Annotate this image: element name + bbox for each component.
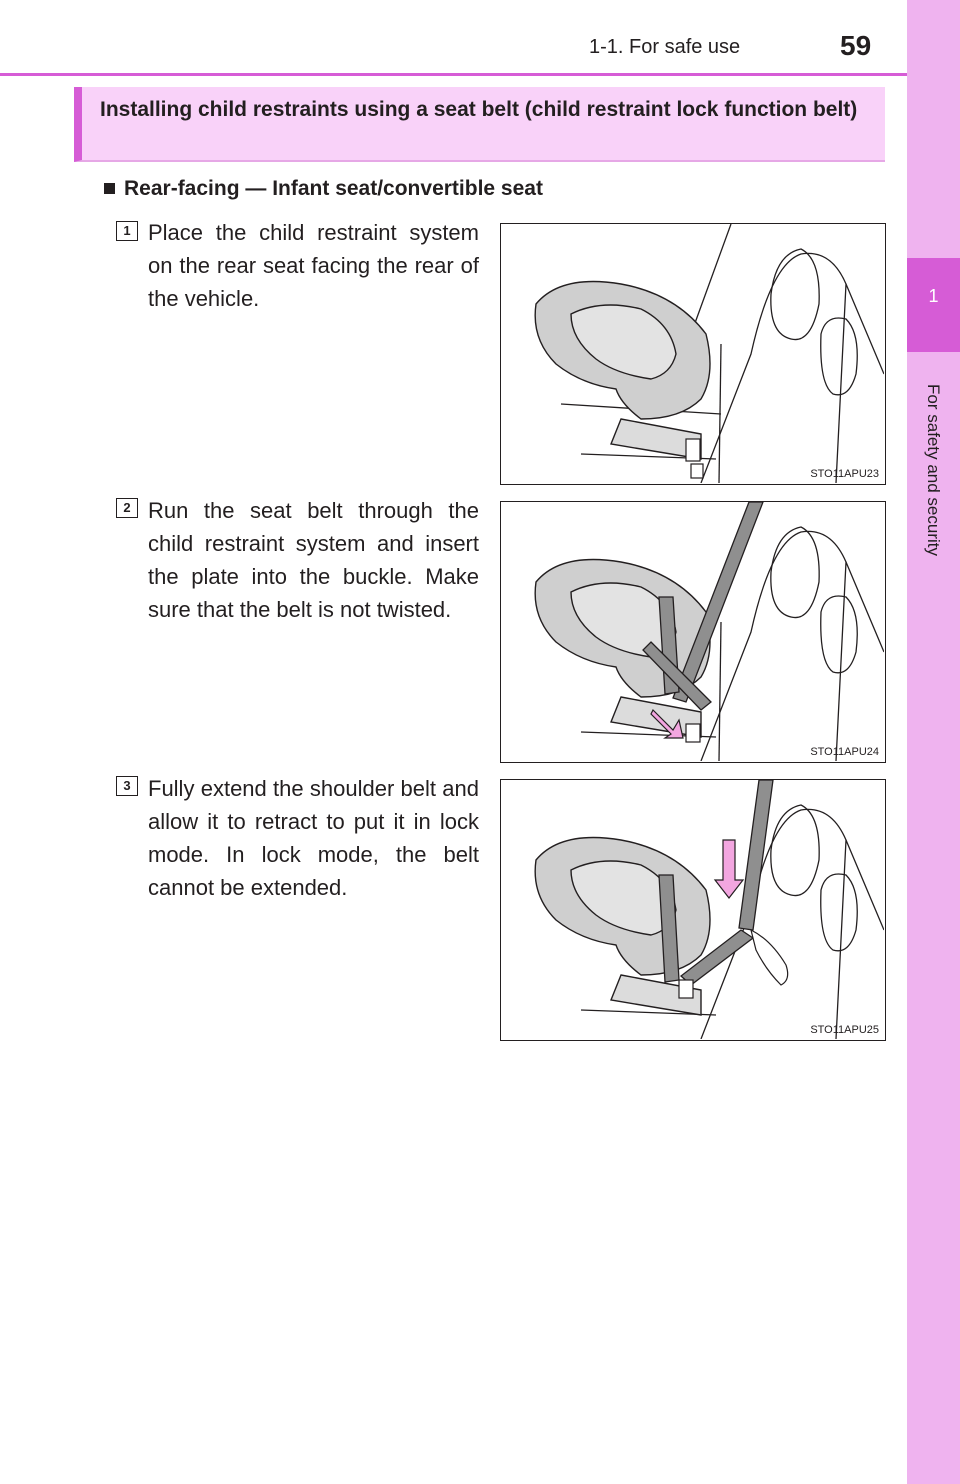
square-bullet-icon	[104, 183, 115, 194]
illustration-step-2	[500, 501, 886, 763]
step-number-1: 1	[116, 221, 138, 241]
sidebar-top	[907, 0, 960, 258]
image-code-1: STO11APU23	[810, 468, 879, 480]
chapter-number: 1	[928, 286, 939, 306]
step-text-1: Place the child restraint system on the rear seat facing the rear of the vehicle.	[148, 220, 479, 311]
image-code-3: STO11APU25	[810, 1024, 879, 1036]
chapter-title: For safety and security	[924, 384, 943, 556]
downward-arrow-icon	[715, 840, 743, 898]
illustration-step-1	[500, 223, 886, 485]
page-number: 59	[840, 30, 872, 61]
step-number-2: 2	[116, 498, 138, 518]
step-text-3: Fully extend the shoulder belt and allow it to retract to put it in lock mode. In lock mode, the belt cannot be extended.	[148, 776, 479, 900]
step-text-2: Run the seat belt through the child restraint system and insert the plate into the buckle. Make sure that the belt is not twisted.	[148, 498, 479, 622]
seat-illustration-3	[501, 780, 884, 1039]
section-heading: 1-1. For safe use	[589, 36, 741, 58]
header-rule	[0, 73, 907, 76]
hand-icon	[751, 930, 788, 985]
illustration-step-3	[500, 779, 886, 1041]
seat-illustration-1	[501, 224, 884, 483]
seat-illustration-2	[501, 502, 884, 761]
topic-title-box	[74, 87, 885, 162]
subsection-title: Rear-facing — Infant seat/convertible seat	[124, 177, 543, 200]
image-code-2: STO11APU24	[810, 746, 879, 758]
step-number-3: 3	[116, 776, 138, 796]
topic-title: Installing child restraints using a seat belt (child restraint lock function belt)	[100, 98, 858, 121]
